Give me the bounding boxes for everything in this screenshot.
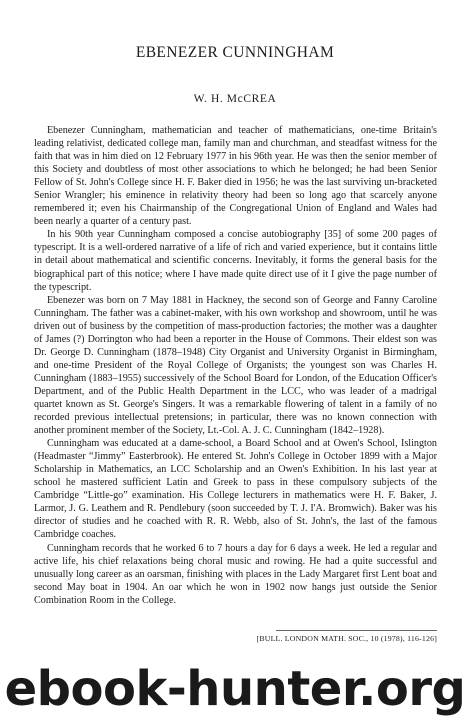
citation-divider xyxy=(276,630,437,631)
paragraph: Ebenezer Cunningham, mathematician and teacher of mathematicians, one-time Britain's leading relativist, dedicated college man, family man and churchman, and steadfast witness for the faith that was in him died on 12 February 1977 in his 96th year. He was then the senior member of this Society and doubtless of most other associations to which he belonged; he had been Senior Fellow of St. John's College since H. F. Baker died in 1956; he was the last surviving un-bracketed Senior Wrangler; his eminence in relativity theory had been so long ago that scarcely anyone remembered it; even his Chairmanship of the Congregational Union of England and Wales had been nearly a quarter of a century past. xyxy=(34,125,437,228)
paragraph: Cunningham was educated at a dame-school, a Board School and at Owen's School, Islington (Headmaster “Jimmy” Easterbrook). He entered St. John's College in October 1899 with a Major Scholarship in Mathematics, an LCC Scholarship and an Owen's Exhibition. In his last year at school he mastered sufficient Latin and Greek to pass in these compulsory subjects of the Cambridge “Little-go” examination. His College lecturers in mathematics were H. F. Baker, J. Larmor, J. G. Leathem and R. Pendlebury (soon succeeded by T. J. I'A. Bromwich). Baker was his director of studies and he coached with R. R. Webb, also of St. John's, the last of the famous Cambridge coaches. xyxy=(34,438,437,541)
paragraph: In his 90th year Cunningham composed a concise autobiography [35] of some 200 pages of typescript. It is a well-ordered narrative of a life of rich and varied experience, but it contains little in detail about mathematical and scientific concerns. Inevitably, it forms the general basis for the biographical part of this notice; where I have made quite direct use of it I give the page number of the typescript. xyxy=(34,229,437,293)
page-title: EBENEZER CUNNINGHAM xyxy=(135,44,335,61)
journal-citation: [BULL. LONDON MATH. SOC., 10 (1978), 116-126] xyxy=(256,634,437,643)
article-body xyxy=(34,124,437,607)
author-name: W. H. McCREA xyxy=(193,93,277,105)
paragraph: Ebenezer was born on 7 May 1881 in Hackney, the second son of George and Fanny Caroline Cunningham. The father was a cabinet-maker, with his own workshop and showroom, until he was driven out of business by the competition of mass-production factories; the mother was a daughter of James (?) Dorrington who had been a reporter in the House of Commons. Their eldest son was Dr. George D. Cunningham (1878–1948) City Organist and University Organist in Birmingham, and one-time President of the Royal College of Organists; the youngest son was Charles H. Cunningham (1883–1955) successively of the School Board for London, of the Education Officer's Department, and of the Public Health Department in the LCC, who was leader of a madrigal quartet known as St. George's Singers. It was a remarkable flowering of talent in a family of no recorded previous intellectual pretensions; in particular, there was no known connection with another prominent member of the Society, Lt.-Col. A. J. C. Cunningham (1842–1928). xyxy=(34,294,437,437)
paragraph: Cunningham records that he worked 6 to 7 hours a day for 6 days a week. He led a regular and active life, his chief relaxations being choral music and rowing. He had a quite successful and unusually long career as an oarsman, finishing with places in the Lady Margaret first Lent boat and second May boat in 1904. An oar which he won in 1902 now hangs just outside the Senior Combination Room in the College. xyxy=(34,542,437,606)
watermark: ebook-hunter.org xyxy=(0,650,470,727)
